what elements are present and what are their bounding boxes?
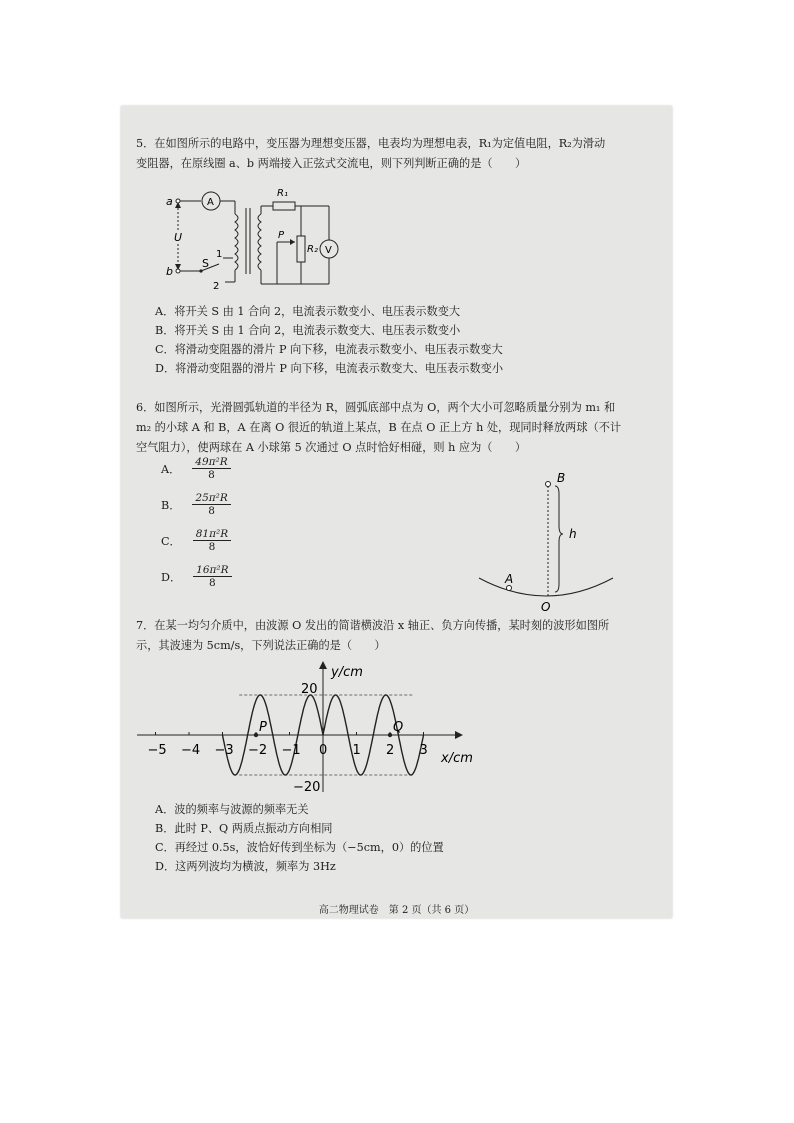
label-R1: R₁ (277, 188, 288, 199)
q6-option-b (161, 492, 231, 517)
question-6 (136, 398, 666, 458)
question-5 (136, 134, 666, 174)
q5-option-b: B．将开关 S 由 1 合向 2，电流表示数变大、电压表示数变小 (155, 324, 461, 337)
q6-track-figure (471, 466, 621, 616)
q6-option-c-num: 81π²R (193, 528, 231, 541)
q6-option-c-den: 8 (208, 541, 216, 553)
point-label-Q: Q (393, 720, 404, 735)
q6-text-line3: 空气阻力），使两球在 A 小球第 5 次通过 O 点时恰好相碰，则 h 应为（ ） (136, 441, 527, 454)
q6-text-line1: 6．如图所示，光滑圆弧轨道的半径为 R，圆弧底部中点为 O，两个大小可忽略质量分别为 m₁ 和 (136, 401, 616, 414)
q6-option-a-num: 49π²R (192, 456, 230, 469)
q6-text-line2: m₂ 的小球 A 和 B，A 在离 O 很近的轨道上某点，B 在点 O 正上方 h 处，现同时释放两球（不计 (136, 421, 622, 434)
q7-text-line2: 示，其波速为 5cm/s，下列说法正确的是（ ） (136, 639, 386, 652)
q7-text-line1: 7．在某一均匀介质中，由波源 O 发出的简谐横波沿 x 轴正、负方向传播，某时刻的波形如图所 (136, 619, 610, 632)
ammeter-label: A (207, 197, 214, 208)
page-footer: 高二物理试卷 第 2 页（共 6 页） (318, 905, 475, 916)
y-tick-label: 20 (301, 682, 318, 697)
label-R2: R₂ (307, 244, 318, 255)
q5-option-a: A．将开关 S 由 1 合向 2，电流表示数变小、电压表示数变大 (155, 305, 461, 318)
q7-option-c: C．再经过 0.5s，波恰好传到坐标为（−5cm，0）的位置 (155, 841, 444, 854)
label-1: 1 (216, 249, 223, 260)
q6-option-d-num: 16π²R (193, 564, 231, 577)
label-b: b (166, 265, 173, 278)
question-7 (136, 616, 666, 656)
x-tick-label: −3 (214, 743, 234, 758)
label-U: U (174, 231, 183, 244)
q5-options (136, 302, 666, 378)
label-a: a (166, 195, 173, 208)
q6-option-c (161, 528, 231, 553)
q6-option-b-letter: B． (161, 498, 181, 512)
q6-option-a-letter: A． (161, 462, 181, 476)
y-axis-label: y/cm (331, 665, 363, 680)
q7-option-a: A．波的频率与波源的频率无关 (155, 803, 309, 816)
x-axis-label: x/cm (441, 751, 473, 766)
point-P (254, 733, 258, 737)
exam-page (121, 106, 672, 918)
x-tick-label: −4 (181, 743, 201, 758)
q6-option-d (161, 564, 232, 589)
label-S: S (202, 257, 209, 270)
label-P: P (278, 230, 285, 241)
q5-option-d: D．将滑动变阻器的滑片 P 向下移，电流表示数变大、电压表示数变小 (155, 362, 504, 375)
x-axis-arrow (455, 731, 463, 739)
q6-option-a (161, 456, 231, 481)
label-O: O (541, 600, 551, 614)
q6-option-c-letter: C． (161, 534, 181, 548)
point-Q (388, 733, 392, 737)
q5-circuit-figure (161, 178, 341, 298)
label-h: h (569, 527, 577, 541)
q6-option-d-letter: D． (161, 570, 182, 584)
q7-wave-chart (137, 658, 487, 798)
x-tick-label: 2 (386, 743, 395, 758)
q5-option-c: C．将滑动变阻器的滑片 P 向下移，电流表示数变小、电压表示数变大 (155, 343, 503, 356)
q6-option-b-den: 8 (208, 505, 215, 517)
label-B: B (557, 471, 566, 485)
q6-option-d-den: 8 (209, 577, 216, 589)
q7-options (136, 800, 666, 876)
x-tick-label: 1 (352, 743, 361, 758)
voltmeter-label: V (325, 245, 332, 256)
q5-text-line2: 变阻器，在原线圈 a、b 两端接入正弦式交流电，则下列判断正确的是（ ） (136, 157, 527, 170)
q7-option-d: D．这两列波均为横波，频率为 3Hz (155, 860, 336, 873)
x-tick-label: −1 (281, 743, 301, 758)
x-tick-label: −5 (147, 743, 167, 758)
q6-option-b-num: 25π²R (192, 492, 230, 505)
q6-option-a-den: 8 (208, 469, 215, 481)
q7-option-b: B．此时 P、Q 两质点振动方向相同 (155, 822, 333, 835)
x-tick-label: −2 (248, 743, 268, 758)
y-tick-label: −20 (293, 780, 321, 795)
label-2: 2 (213, 281, 220, 292)
y-axis-arrow (319, 661, 327, 669)
x-tick-label: 0 (319, 743, 328, 758)
point-label-P: P (259, 720, 267, 735)
label-A: A (505, 572, 514, 586)
x-tick-label: 3 (419, 743, 428, 758)
q5-text-line1: 5．在如图所示的电路中，变压器为理想变压器，电表均为理想电表，R₁为定值电阻，R₂为滑动 (136, 137, 606, 150)
